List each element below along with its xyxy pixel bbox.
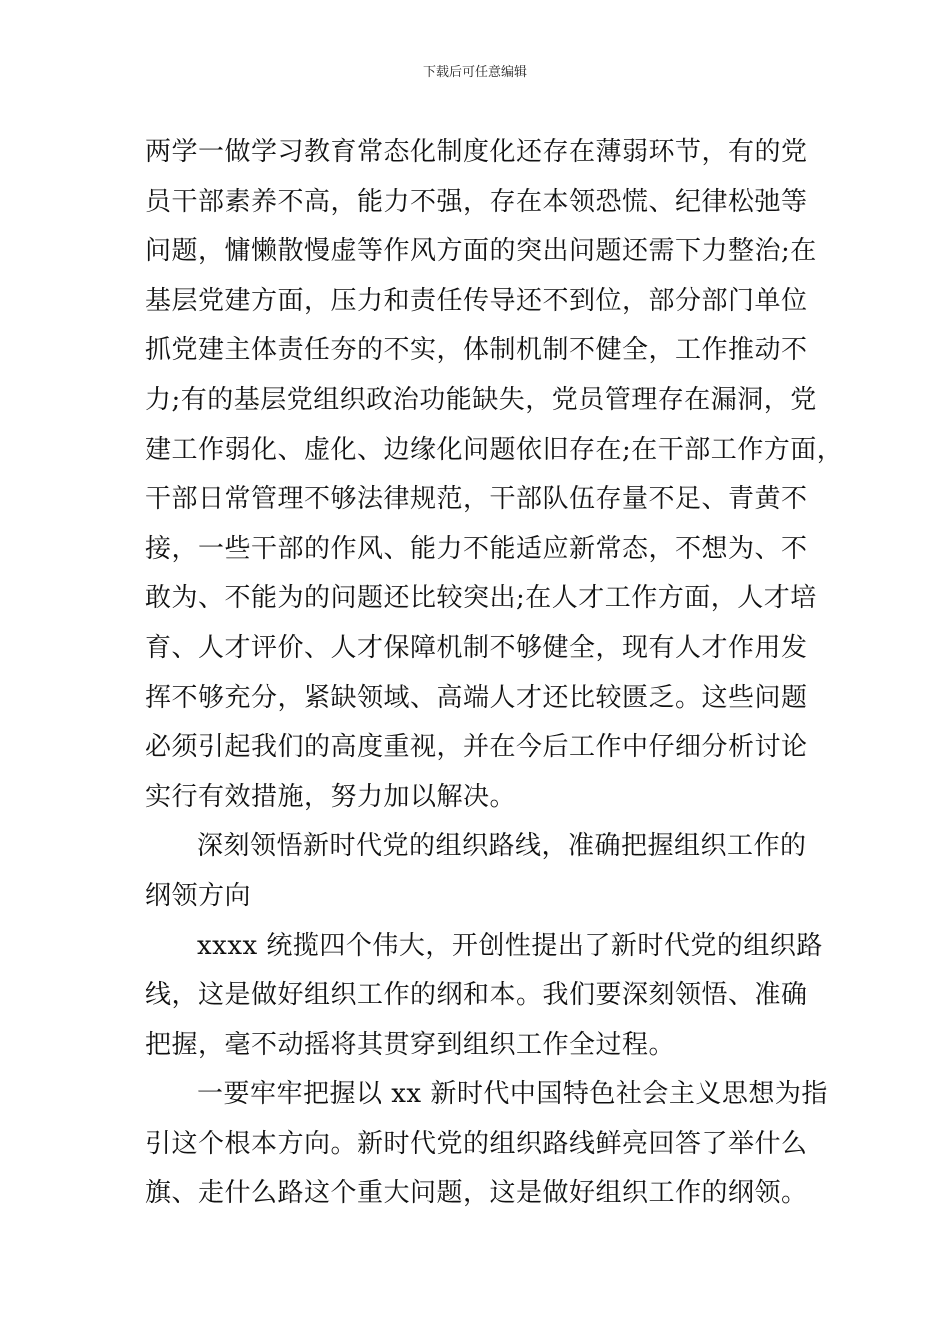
text-line: 育、人才评价、人才保障机制不够健全，现有人才作用发 xyxy=(145,632,808,663)
paragraph xyxy=(145,1070,828,1219)
text-line: 干部日常管理不够法律规范，干部队伍存量不足、青黄不 xyxy=(145,484,808,515)
text-line: 基层党建方面，压力和责任传导还不到位，部分部门单位 xyxy=(145,285,808,316)
section-heading xyxy=(145,822,825,921)
text-line: 员干部素养不高，能力不强，存在本领恐慌、纪律松弛等 xyxy=(145,186,808,217)
text-line: 线，这是做好组织工作的纲和本。我们要深刻领悟、准确 xyxy=(145,980,808,1011)
paragraph xyxy=(145,128,844,822)
text-line: 深刻领悟新时代党的组织路线，准确把握组织工作的 xyxy=(197,831,807,862)
text-line: 敢为、不能为的问题还比较突出;在人才工作方面，人才培 xyxy=(145,583,817,614)
paragraph xyxy=(145,922,825,1071)
text-line: 挥不够充分，紧缺领域、高端人才还比较匮乏。这些问题 xyxy=(145,682,808,713)
text-line: 纲领方向 xyxy=(145,880,252,911)
document-body xyxy=(145,128,844,1219)
text-line: 旗、走什么路这个重大问题，这是做好组织工作的纲领。 xyxy=(145,1178,808,1209)
text-line: 抓党建主体责任夯的不实，体制机制不健全，工作推动不 xyxy=(145,335,808,366)
page-header: 下载后可任意编辑 xyxy=(422,65,527,80)
text-line: 两学一做学习教育常态化制度化还存在薄弱环节，有的党 xyxy=(145,137,808,167)
text-line: 把握，毫不动摇将其贯穿到组织工作全过程。 xyxy=(145,1029,676,1060)
text-line: 必须引起我们的高度重视，并在今后工作中仔细分析讨论 xyxy=(145,732,808,763)
text-line: xxxx 统揽四个伟大，开创性提出了新时代党的组织路 xyxy=(197,930,823,961)
text-line: 力;有的基层党组织政治功能缺失，党员管理存在漏洞，党 xyxy=(145,384,817,415)
text-line: 引这个根本方向。新时代党的组织路线鲜亮回答了举什么 xyxy=(145,1128,808,1159)
text-line: 接，一些干部的作风、能力不能适应新常态，不想为、不 xyxy=(145,533,808,564)
text-line: 实行有效措施，努力加以解决。 xyxy=(145,781,517,812)
text-line: 建工作弱化、虚化、边缘化问题依旧存在;在干部工作方面， xyxy=(145,434,844,465)
text-line: 一要牢牢把握以 xx 新时代中国特色社会主义思想为指 xyxy=(197,1079,828,1110)
text-line: 问题，慵懒散慢虚等作风方面的突出问题还需下力整治;在 xyxy=(145,236,817,267)
